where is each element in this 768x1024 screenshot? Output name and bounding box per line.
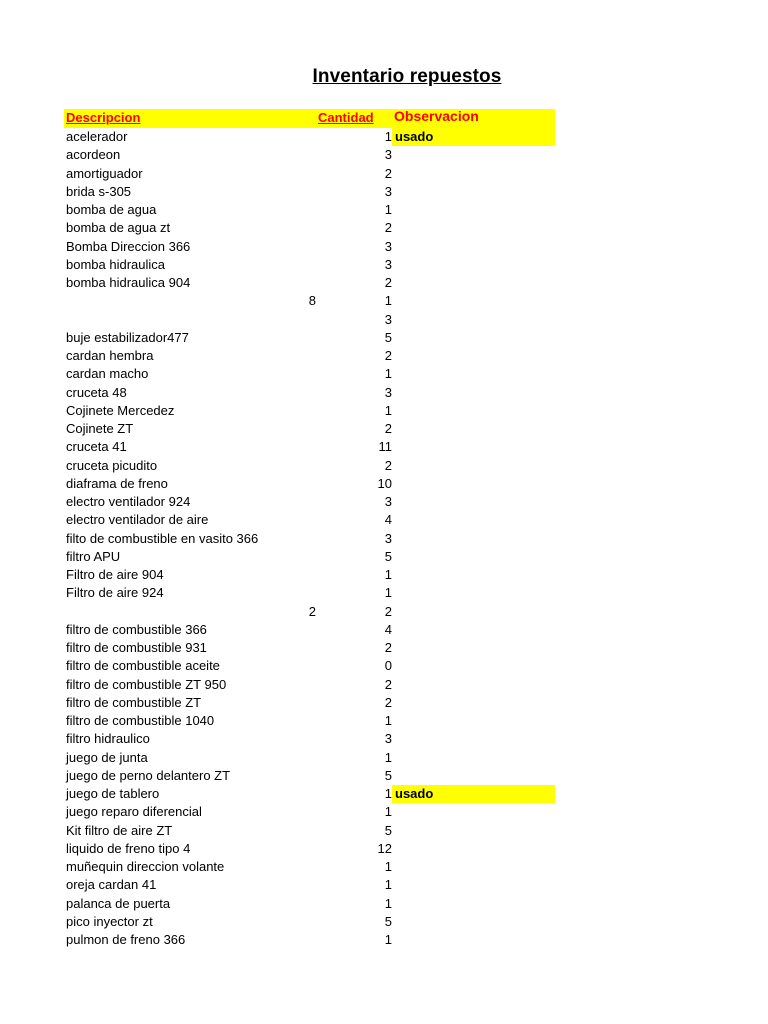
cell-cantidad: 5 <box>384 548 392 564</box>
cell-descripcion: bomba hidraulica 904 <box>66 275 191 290</box>
cell-cantidad: 1 <box>384 804 392 820</box>
inventory-table <box>0 128 768 949</box>
cell-descripcion: juego de tablero <box>66 786 160 801</box>
cell-cantidad: 1 <box>384 749 392 765</box>
cell-cantidad: 10 <box>377 475 392 491</box>
cell-observacion: usado <box>392 785 555 803</box>
cell-cantidad: 3 <box>384 494 392 509</box>
cell-cantidad: 1 <box>384 293 392 309</box>
table-row <box>0 876 768 894</box>
table-row <box>0 420 768 438</box>
table-row <box>0 256 768 274</box>
cell-descripcion: cruceta 41 <box>66 439 127 455</box>
cell-extra-number: 8 <box>308 293 316 309</box>
cell-cantidad: 1 <box>384 895 392 911</box>
table-row <box>0 767 768 785</box>
table-row <box>0 274 768 292</box>
table-row <box>0 895 768 913</box>
cell-cantidad: 1 <box>384 567 392 582</box>
table-row <box>0 329 768 347</box>
table-row <box>0 511 768 529</box>
table-row <box>0 840 768 858</box>
table-row <box>0 347 768 365</box>
table-row <box>0 712 768 730</box>
cell-cantidad: 3 <box>384 256 392 272</box>
cell-cantidad: 2 <box>384 694 392 710</box>
cell-cantidad: 5 <box>384 913 392 929</box>
cell-cantidad: 1 <box>384 585 392 601</box>
table-row <box>0 694 768 712</box>
cell-descripcion: Bomba Direccion 366 <box>66 238 191 254</box>
table-row <box>0 311 768 329</box>
cell-extra-number: 2 <box>308 603 316 619</box>
cell-descripcion: juego reparo diferencial <box>66 804 202 820</box>
table-row <box>0 457 768 475</box>
column-header-descripcion: Descripcion <box>66 110 141 125</box>
cell-cantidad: 3 <box>384 238 392 254</box>
cell-descripcion: brida s-305 <box>66 183 132 199</box>
cell-descripcion: cardan hembra <box>66 348 154 363</box>
cell-descripcion: Cojinete Mercedez <box>66 402 175 418</box>
cell-cantidad: 3 <box>384 530 392 546</box>
cell-descripcion: electro ventilador 924 <box>66 494 191 509</box>
cell-descripcion: juego de junta <box>66 749 148 765</box>
table-row <box>0 676 768 694</box>
cell-cantidad: 1 <box>384 129 392 144</box>
table-row <box>0 493 768 511</box>
cell-descripcion: filtro de combustible 1040 <box>66 713 215 728</box>
cell-descripcion: Kit filtro de aire ZT <box>66 822 173 838</box>
cell-descripcion: Filtro de aire 904 <box>66 567 164 582</box>
cell-cantidad: 2 <box>384 165 392 181</box>
cell-cantidad: 2 <box>384 603 392 619</box>
cell-cantidad: 2 <box>384 640 392 655</box>
cell-descripcion: diaframa de freno <box>66 475 168 491</box>
cell-descripcion: Filtro de aire 924 <box>66 585 164 601</box>
table-row <box>0 822 768 840</box>
cell-descripcion: pico inyector zt <box>66 913 153 929</box>
table-row <box>0 621 768 639</box>
table-row <box>0 548 768 566</box>
table-row <box>0 931 768 949</box>
cell-cantidad: 0 <box>384 658 392 674</box>
cell-cantidad: 1 <box>384 713 392 728</box>
cell-descripcion: cruceta picudito <box>66 457 158 473</box>
table-row <box>0 183 768 201</box>
cell-cantidad: 1 <box>384 786 392 801</box>
cell-cantidad: 3 <box>384 384 392 400</box>
table-row <box>0 749 768 767</box>
cell-descripcion: amortiguador <box>66 165 143 181</box>
table-row <box>0 201 768 219</box>
cell-descripcion: bomba hidraulica <box>66 256 166 272</box>
cell-descripcion: bomba de agua <box>66 202 157 217</box>
cell-cantidad: 3 <box>384 311 392 327</box>
cell-cantidad: 2 <box>384 348 392 363</box>
table-row <box>0 146 768 164</box>
table-row <box>0 238 768 256</box>
cell-cantidad: 3 <box>384 147 392 163</box>
cell-cantidad: 3 <box>384 731 392 747</box>
table-row <box>0 913 768 931</box>
page-title: Inventario repuestos <box>312 66 502 87</box>
table-row <box>0 365 768 383</box>
cell-descripcion: filtro de combustible ZT 950 <box>66 676 227 692</box>
cell-cantidad: 12 <box>377 840 392 856</box>
cell-descripcion: filto de combustible en vasito 366 <box>66 530 259 546</box>
cell-descripcion: Cojinete ZT <box>66 421 134 436</box>
cell-cantidad: 1 <box>384 366 392 382</box>
table-row <box>0 730 768 748</box>
cell-descripcion: buje estabilizador477 <box>66 329 189 345</box>
cell-descripcion: electro ventilador de aire <box>66 512 209 528</box>
table-row <box>0 402 768 420</box>
table-row <box>0 858 768 876</box>
cell-descripcion: filtro de combustible 931 <box>66 640 207 655</box>
cell-cantidad: 3 <box>384 183 392 199</box>
cell-cantidad: 5 <box>384 329 392 345</box>
table-row <box>0 292 768 310</box>
cell-observacion: usado <box>392 128 555 146</box>
cell-cantidad: 2 <box>384 275 392 290</box>
cell-cantidad: 2 <box>384 421 392 436</box>
table-row <box>0 657 768 675</box>
table-row <box>0 566 768 584</box>
cell-descripcion: oreja cardan 41 <box>66 877 157 893</box>
cell-descripcion: filtro hidraulico <box>66 731 150 747</box>
table-row <box>0 128 768 146</box>
cell-cantidad: 1 <box>384 877 392 893</box>
cell-descripcion: cardan macho <box>66 366 149 382</box>
cell-descripcion: filtro de combustible aceite <box>66 658 220 674</box>
cell-descripcion: muñequin direccion volante <box>66 859 225 874</box>
table-row <box>0 530 768 548</box>
column-header-observacion: Observacion <box>394 108 479 124</box>
table-row <box>0 639 768 657</box>
cell-descripcion: pulmon de freno 366 <box>66 932 186 947</box>
cell-cantidad: 2 <box>384 676 392 692</box>
cell-descripcion: acordeon <box>66 147 121 163</box>
cell-descripcion: juego de perno delantero ZT <box>66 767 231 783</box>
cell-descripcion: bomba de agua zt <box>66 220 171 236</box>
cell-cantidad: 1 <box>384 859 392 874</box>
cell-cantidad: 1 <box>384 402 392 418</box>
cell-cantidad: 1 <box>384 202 392 217</box>
table-row <box>0 603 768 621</box>
table-row <box>0 165 768 183</box>
cell-cantidad: 2 <box>384 457 392 473</box>
cell-cantidad: 11 <box>378 439 392 455</box>
cell-cantidad: 4 <box>384 621 392 637</box>
cell-descripcion: filtro de combustible ZT <box>66 694 202 710</box>
table-row <box>0 803 768 821</box>
cell-descripcion: palanca de puerta <box>66 895 171 911</box>
cell-cantidad: 4 <box>384 512 392 528</box>
cell-descripcion: filtro APU <box>66 548 121 564</box>
table-row <box>0 475 768 493</box>
cell-descripcion: filtro de combustible 366 <box>66 621 207 637</box>
table-row <box>0 785 768 803</box>
cell-descripcion: acelerador <box>66 129 128 144</box>
table-row <box>0 219 768 237</box>
column-header-cantidad: Cantidad <box>318 110 374 125</box>
cell-cantidad: 1 <box>384 932 392 947</box>
cell-cantidad: 5 <box>384 767 392 783</box>
cell-descripcion: liquido de freno tipo 4 <box>66 840 191 856</box>
cell-cantidad: 5 <box>384 822 392 838</box>
cell-descripcion: cruceta 48 <box>66 384 127 400</box>
table-row <box>0 384 768 402</box>
table-row <box>0 584 768 602</box>
cell-cantidad: 2 <box>384 220 392 236</box>
table-row <box>0 438 768 456</box>
